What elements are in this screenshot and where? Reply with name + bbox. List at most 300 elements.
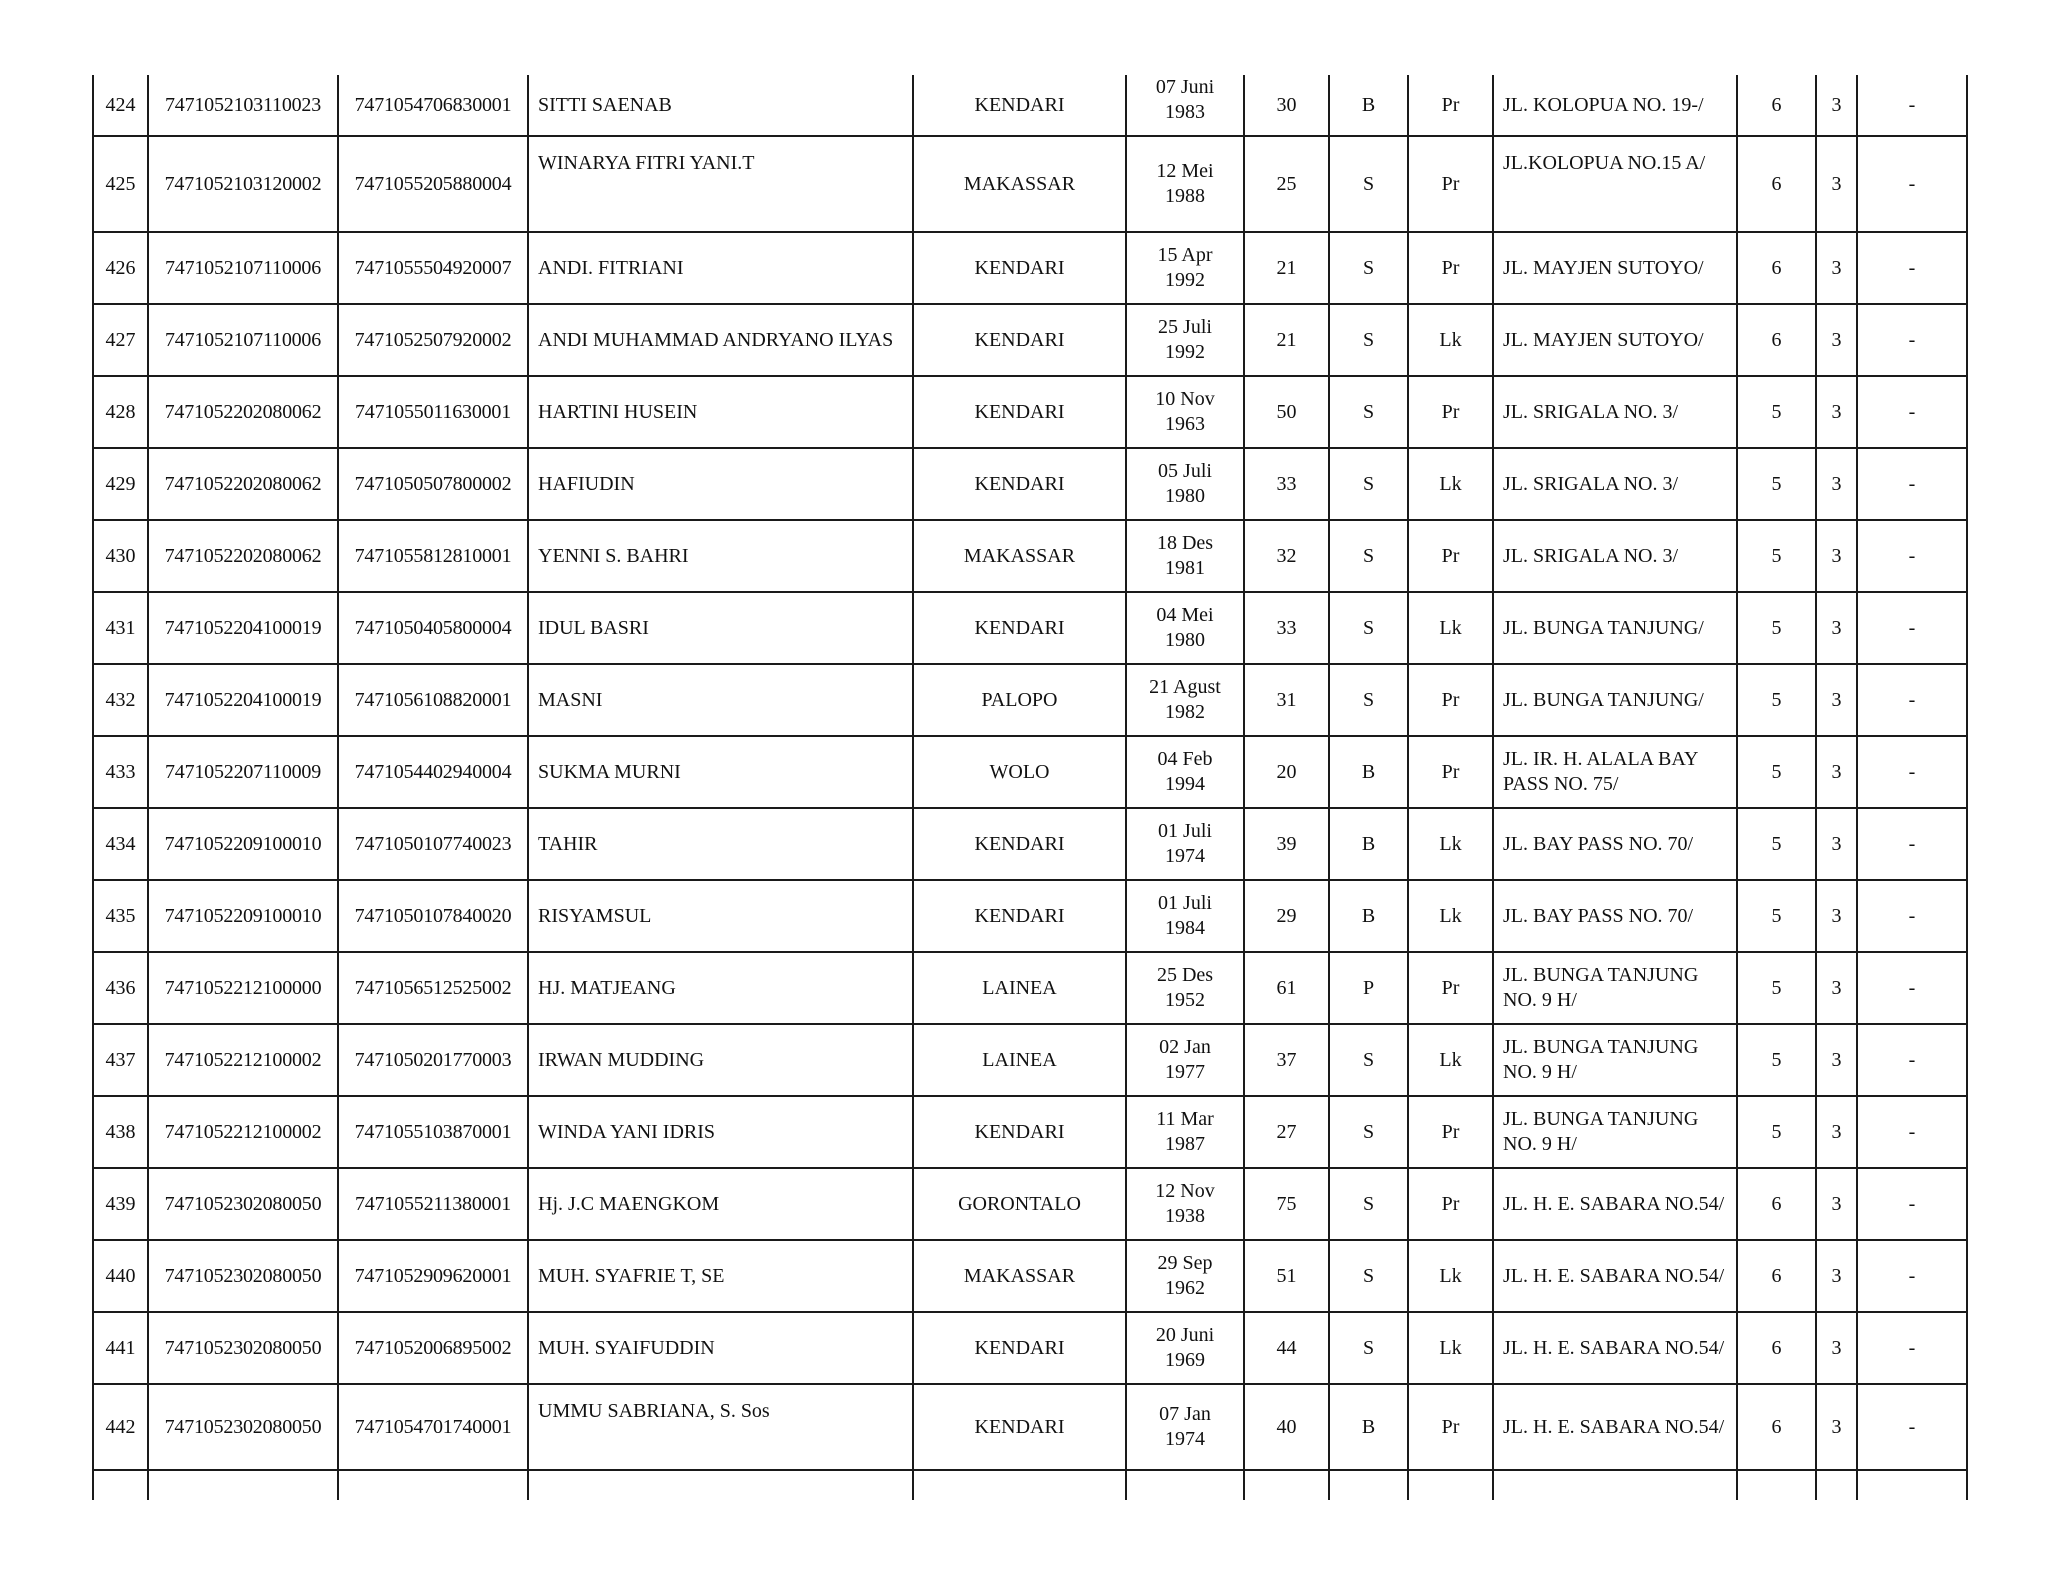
marital-status: S (1362, 1048, 1375, 1071)
rw-number-cell (1816, 376, 1857, 448)
table-row (93, 448, 1967, 520)
note: - (1908, 400, 1916, 423)
nik-number-empty-cell (338, 1470, 528, 1500)
resident-name: ANDI. FITRIANI (538, 256, 684, 279)
address: JL. BAY PASS NO. 70/ (1503, 904, 1694, 927)
sex: Pr (1441, 688, 1460, 711)
birthplace-cell (913, 952, 1126, 1024)
row-number-cell (93, 808, 148, 880)
address: JL. H. E. SABARA NO.54/ (1503, 1192, 1725, 1215)
rt-number-cell (1737, 520, 1816, 592)
sex-cell (1408, 592, 1493, 664)
rw-number: 3 (1831, 93, 1842, 116)
row-number: 440 (105, 1264, 136, 1287)
family-card-number: 7471052302080050 (164, 1264, 322, 1287)
marital-status-cell (1329, 448, 1408, 520)
resident-name: IDUL BASRI (538, 616, 649, 639)
sex: Pr (1441, 760, 1460, 783)
birth-date-cell (1126, 232, 1244, 304)
family-card-number: 7471052212100002 (164, 1048, 322, 1071)
rw-number-cell (1816, 1240, 1857, 1312)
nik-number-cell (338, 520, 528, 592)
age-cell (1244, 1096, 1329, 1168)
note: - (1908, 328, 1916, 351)
address-cell (1493, 448, 1737, 520)
birthplace: KENDARI (974, 256, 1065, 279)
marital-status-cell (1329, 136, 1408, 232)
birthplace-cell (913, 880, 1126, 952)
rt-number-cell (1737, 1168, 1816, 1240)
rw-number: 3 (1831, 172, 1842, 195)
nik-number-cell (338, 592, 528, 664)
family-card-number: 7471052209100010 (164, 904, 322, 927)
row-number: 432 (105, 688, 136, 711)
sex: Pr (1441, 1120, 1460, 1143)
birth-date-cell (1126, 1384, 1244, 1470)
row-number: 433 (105, 760, 136, 783)
nik-number: 7471056512525002 (354, 976, 512, 999)
birth-day-month: 02 Jan (1159, 1036, 1211, 1058)
marital-status-cell (1329, 808, 1408, 880)
marital-status-empty-cell (1329, 1470, 1408, 1500)
address: JL. H. E. SABARA NO.54/ (1503, 1264, 1725, 1287)
sex-cell (1408, 808, 1493, 880)
birth-year: 1963 (1165, 413, 1205, 435)
note-cell (1857, 664, 1967, 736)
rt-number-cell (1737, 1240, 1816, 1312)
sex-cell (1408, 232, 1493, 304)
empty-table-row (93, 1470, 1967, 1500)
table-row (93, 664, 1967, 736)
age: 30 (1276, 93, 1297, 116)
family-card-number-cell (148, 376, 338, 448)
row-number: 427 (105, 328, 136, 351)
table-row (93, 1384, 1967, 1470)
birth-day-month: 01 Juli (1158, 892, 1212, 914)
age-cell (1244, 376, 1329, 448)
rw-number-cell (1816, 136, 1857, 232)
row-number-cell (93, 952, 148, 1024)
row-number: 425 (105, 172, 136, 195)
birth-date-cell (1126, 75, 1244, 136)
marital-status-cell (1329, 520, 1408, 592)
sex: Lk (1439, 904, 1462, 927)
birth-day-month: 20 Juni (1155, 1324, 1215, 1346)
family-card-number-empty-cell (148, 1470, 338, 1500)
age-cell (1244, 1168, 1329, 1240)
sex-cell (1408, 304, 1493, 376)
birth-year: 1983 (1165, 101, 1205, 123)
resident-name: Hj. J.C MAENGKOM (538, 1192, 720, 1215)
note-cell (1857, 448, 1967, 520)
resident-name: MUH. SYAIFUDDIN (538, 1336, 715, 1359)
birthplace-cell (913, 664, 1126, 736)
birthplace: LAINEA (982, 976, 1057, 999)
table-row (93, 880, 1967, 952)
rt-number: 6 (1771, 256, 1782, 279)
birth-day-month: 12 Nov (1155, 1180, 1215, 1202)
nik-number-cell (338, 952, 528, 1024)
family-card-number: 7471052207110009 (164, 760, 322, 783)
birth-date-empty-cell (1126, 1470, 1244, 1500)
nik-number-cell (338, 664, 528, 736)
birth-date-cell (1126, 1024, 1244, 1096)
birthplace: KENDARI (974, 93, 1065, 116)
note: - (1908, 760, 1916, 783)
family-card-number-cell (148, 592, 338, 664)
address: JL. SRIGALA NO. 3/ (1503, 544, 1679, 567)
nik-number-cell (338, 1384, 528, 1470)
marital-status: S (1362, 1192, 1375, 1215)
marital-status: B (1361, 832, 1376, 855)
age: 37 (1276, 1048, 1297, 1071)
marital-status: B (1361, 760, 1376, 783)
age-cell (1244, 808, 1329, 880)
age: 33 (1276, 616, 1297, 639)
resident-name: YENNI S. BAHRI (538, 544, 689, 567)
marital-status: S (1362, 400, 1375, 423)
note-cell (1857, 520, 1967, 592)
row-number-cell (93, 136, 148, 232)
birth-date-cell (1126, 880, 1244, 952)
rt-number-cell (1737, 736, 1816, 808)
birthplace: KENDARI (974, 400, 1065, 423)
birth-day-month: 07 Jan (1159, 1403, 1211, 1425)
row-number: 428 (105, 400, 136, 423)
nik-number-cell (338, 136, 528, 232)
row-number-cell (93, 232, 148, 304)
table-row (93, 1168, 1967, 1240)
resident-name: MUH. SYAFRIE T, SE (538, 1264, 725, 1287)
marital-status: S (1362, 544, 1375, 567)
rt-number-cell (1737, 808, 1816, 880)
rw-number-cell (1816, 736, 1857, 808)
rw-number: 3 (1831, 1120, 1842, 1143)
family-card-number-cell (148, 1168, 338, 1240)
row-number: 429 (105, 472, 136, 495)
marital-status: B (1361, 93, 1376, 116)
sex-cell (1408, 75, 1493, 136)
row-number-cell (93, 880, 148, 952)
address: JL. BAY PASS NO. 70/ (1503, 832, 1694, 855)
address-cell (1493, 136, 1737, 232)
row-number-cell (93, 1168, 148, 1240)
row-number: 434 (105, 832, 136, 855)
sex: Pr (1441, 1415, 1460, 1438)
birth-year: 1984 (1165, 917, 1205, 939)
nik-number: 7471050507800002 (354, 472, 512, 495)
sex-cell (1408, 736, 1493, 808)
family-card-number: 7471052103120002 (164, 172, 322, 195)
table-row (93, 75, 1967, 136)
marital-status: S (1362, 1120, 1375, 1143)
rw-number-cell (1816, 75, 1857, 136)
resident-name-cell (528, 75, 913, 136)
nik-number: 7471054706830001 (354, 93, 512, 116)
rw-number: 3 (1831, 616, 1842, 639)
note: - (1908, 472, 1916, 495)
rt-number: 6 (1771, 93, 1782, 116)
family-card-number-cell (148, 1240, 338, 1312)
address: JL. BUNGA TANJUNG/ (1503, 688, 1704, 711)
birthplace-cell (913, 75, 1126, 136)
age: 27 (1276, 1120, 1297, 1143)
table-row (93, 136, 1967, 232)
row-number: 439 (105, 1192, 136, 1215)
note: - (1908, 93, 1916, 116)
birthplace-cell (913, 1384, 1126, 1470)
marital-status: P (1362, 976, 1375, 999)
marital-status-cell (1329, 592, 1408, 664)
age: 21 (1276, 328, 1297, 351)
rt-number: 6 (1771, 1415, 1782, 1438)
rw-number-cell (1816, 448, 1857, 520)
sex-cell (1408, 1240, 1493, 1312)
row-number-cell (93, 1240, 148, 1312)
note-empty-cell (1857, 1470, 1967, 1500)
address-cell (1493, 1312, 1737, 1384)
rt-number: 6 (1771, 1192, 1782, 1215)
rw-number-cell (1816, 1312, 1857, 1384)
marital-status: S (1362, 328, 1375, 351)
birthplace: LAINEA (982, 1048, 1057, 1071)
nik-number: 7471050107740023 (354, 832, 512, 855)
birthplace-cell (913, 1240, 1126, 1312)
resident-name-cell (528, 1384, 913, 1470)
row-number-empty-cell (93, 1470, 148, 1500)
birth-year: 1992 (1165, 341, 1205, 363)
rt-number: 6 (1771, 172, 1782, 195)
rw-number: 3 (1831, 1336, 1842, 1359)
birthplace-cell (913, 376, 1126, 448)
address: JL. BUNGA TANJUNG NO. 9 H/ (1503, 964, 1699, 1011)
birth-year: 1992 (1165, 269, 1205, 291)
row-number: 430 (105, 544, 136, 567)
marital-status: S (1362, 256, 1375, 279)
address-cell (1493, 1384, 1737, 1470)
age-cell (1244, 232, 1329, 304)
age: 50 (1276, 400, 1297, 423)
nik-number-cell (338, 1168, 528, 1240)
marital-status: B (1361, 1415, 1376, 1438)
table-row (93, 520, 1967, 592)
address-cell (1493, 304, 1737, 376)
rt-number-cell (1737, 664, 1816, 736)
age: 33 (1276, 472, 1297, 495)
nik-number-cell (338, 75, 528, 136)
family-card-number-cell (148, 136, 338, 232)
address-cell (1493, 1024, 1737, 1096)
rt-number-cell (1737, 136, 1816, 232)
rw-number: 3 (1831, 904, 1842, 927)
row-number: 442 (105, 1415, 136, 1438)
birthplace: KENDARI (974, 904, 1065, 927)
sex-cell (1408, 520, 1493, 592)
birth-year: 1962 (1165, 1277, 1205, 1299)
rw-number-cell (1816, 592, 1857, 664)
row-number-cell (93, 448, 148, 520)
resident-name-cell (528, 1240, 913, 1312)
family-card-number: 7471052204100019 (164, 616, 322, 639)
row-number: 441 (105, 1336, 136, 1359)
address-cell (1493, 75, 1737, 136)
rt-number-cell (1737, 1312, 1816, 1384)
address-cell (1493, 1240, 1737, 1312)
rw-number: 3 (1831, 1192, 1842, 1215)
nik-number: 7471050405800004 (354, 616, 512, 639)
birthplace: MAKASSAR (963, 1264, 1076, 1287)
birth-day-month: 10 Nov (1155, 388, 1215, 410)
resident-name-empty-cell (528, 1470, 913, 1500)
address: JL. KOLOPUA NO. 19-/ (1503, 93, 1704, 116)
note-cell (1857, 952, 1967, 1024)
resident-name-cell (528, 136, 913, 232)
age: 29 (1276, 904, 1297, 927)
birthplace: KENDARI (974, 1120, 1065, 1143)
age-cell (1244, 1384, 1329, 1470)
age-cell (1244, 136, 1329, 232)
note: - (1908, 1048, 1916, 1071)
birth-day-month: 05 Juli (1158, 460, 1212, 482)
birth-year: 1969 (1165, 1349, 1205, 1371)
family-card-number-cell (148, 1384, 338, 1470)
birth-year: 1974 (1165, 845, 1205, 867)
birth-day-month: 04 Feb (1157, 748, 1213, 770)
family-card-number: 7471052212100000 (164, 976, 322, 999)
rt-number-cell (1737, 1384, 1816, 1470)
marital-status: S (1362, 472, 1375, 495)
note: - (1908, 544, 1916, 567)
note: - (1908, 1264, 1916, 1287)
address-cell (1493, 1096, 1737, 1168)
sex: Lk (1439, 1264, 1462, 1287)
sex-cell (1408, 376, 1493, 448)
birthplace: MAKASSAR (963, 544, 1076, 567)
note: - (1908, 256, 1916, 279)
sex-cell (1408, 136, 1493, 232)
marital-status: S (1362, 616, 1375, 639)
nik-number: 7471055205880004 (354, 172, 512, 195)
resident-name-cell (528, 304, 913, 376)
note: - (1908, 616, 1916, 639)
resident-name: ANDI MUHAMMAD ANDRYANO ILYAS (538, 328, 894, 351)
table-row (93, 1096, 1967, 1168)
row-number: 438 (105, 1120, 136, 1143)
note-cell (1857, 376, 1967, 448)
table-row (93, 1240, 1967, 1312)
table-row (93, 808, 1967, 880)
birth-day-month: 04 Mei (1156, 604, 1214, 626)
resident-name-cell (528, 1168, 913, 1240)
marital-status-cell (1329, 304, 1408, 376)
note: - (1908, 1415, 1916, 1438)
row-number-cell (93, 664, 148, 736)
birth-year: 1938 (1165, 1205, 1205, 1227)
marital-status-cell (1329, 1240, 1408, 1312)
family-card-number-cell (148, 952, 338, 1024)
nik-number: 7471052909620001 (354, 1264, 512, 1287)
table-row (93, 376, 1967, 448)
age: 40 (1276, 1415, 1297, 1438)
sex-cell (1408, 952, 1493, 1024)
row-number: 435 (105, 904, 136, 927)
nik-number-cell (338, 1024, 528, 1096)
birthplace: GORONTALO (958, 1192, 1081, 1215)
rw-number-cell (1816, 880, 1857, 952)
nik-number-cell (338, 304, 528, 376)
rt-number: 5 (1771, 616, 1782, 639)
birth-day-month: 18 Des (1156, 532, 1214, 554)
family-card-number-cell (148, 1096, 338, 1168)
marital-status-cell (1329, 1168, 1408, 1240)
rt-number: 5 (1771, 976, 1782, 999)
rw-number-cell (1816, 520, 1857, 592)
row-number-cell (93, 592, 148, 664)
rt-number: 6 (1771, 1336, 1782, 1359)
birthplace: PALOPO (981, 688, 1058, 711)
birth-year: 1981 (1165, 557, 1205, 579)
address-cell (1493, 880, 1737, 952)
sex: Lk (1439, 832, 1462, 855)
resident-name-cell (528, 592, 913, 664)
note-cell (1857, 1024, 1967, 1096)
age: 20 (1276, 760, 1297, 783)
birth-date-cell (1126, 1096, 1244, 1168)
row-number-cell (93, 1024, 148, 1096)
age-cell (1244, 1312, 1329, 1384)
sex: Lk (1439, 1048, 1462, 1071)
resident-name: IRWAN MUDDING (538, 1048, 705, 1071)
resident-name: MASNI (538, 688, 603, 711)
marital-status-cell (1329, 952, 1408, 1024)
rt-number: 6 (1771, 1264, 1782, 1287)
resident-name: RISYAMSUL (538, 904, 652, 927)
birthplace-cell (913, 232, 1126, 304)
sex-cell (1408, 1024, 1493, 1096)
address-cell (1493, 952, 1737, 1024)
family-card-number-cell (148, 232, 338, 304)
age-cell (1244, 304, 1329, 376)
rt-number: 5 (1771, 832, 1782, 855)
rt-number: 5 (1771, 1048, 1782, 1071)
birthplace: KENDARI (974, 472, 1065, 495)
sex-cell (1408, 448, 1493, 520)
note-cell (1857, 75, 1967, 136)
sex: Pr (1441, 544, 1460, 567)
resident-name: SITTI SAENAB (538, 93, 672, 116)
marital-status-cell (1329, 880, 1408, 952)
rt-number-cell (1737, 304, 1816, 376)
family-card-number: 7471052103110023 (164, 93, 322, 116)
resident-name: SUKMA MURNI (538, 760, 681, 783)
row-number-cell (93, 304, 148, 376)
address-cell (1493, 736, 1737, 808)
rw-number: 3 (1831, 976, 1842, 999)
sex: Pr (1441, 1192, 1460, 1215)
note-cell (1857, 136, 1967, 232)
rt-number: 5 (1771, 904, 1782, 927)
resident-name-cell (528, 1312, 913, 1384)
marital-status-cell (1329, 1312, 1408, 1384)
sex: Pr (1441, 400, 1460, 423)
rw-number: 3 (1831, 544, 1842, 567)
row-number: 426 (105, 256, 136, 279)
birth-day-month: 01 Juli (1158, 820, 1212, 842)
age-cell (1244, 736, 1329, 808)
note-cell (1857, 232, 1967, 304)
sex: Lk (1439, 1336, 1462, 1359)
family-card-number-cell (148, 808, 338, 880)
